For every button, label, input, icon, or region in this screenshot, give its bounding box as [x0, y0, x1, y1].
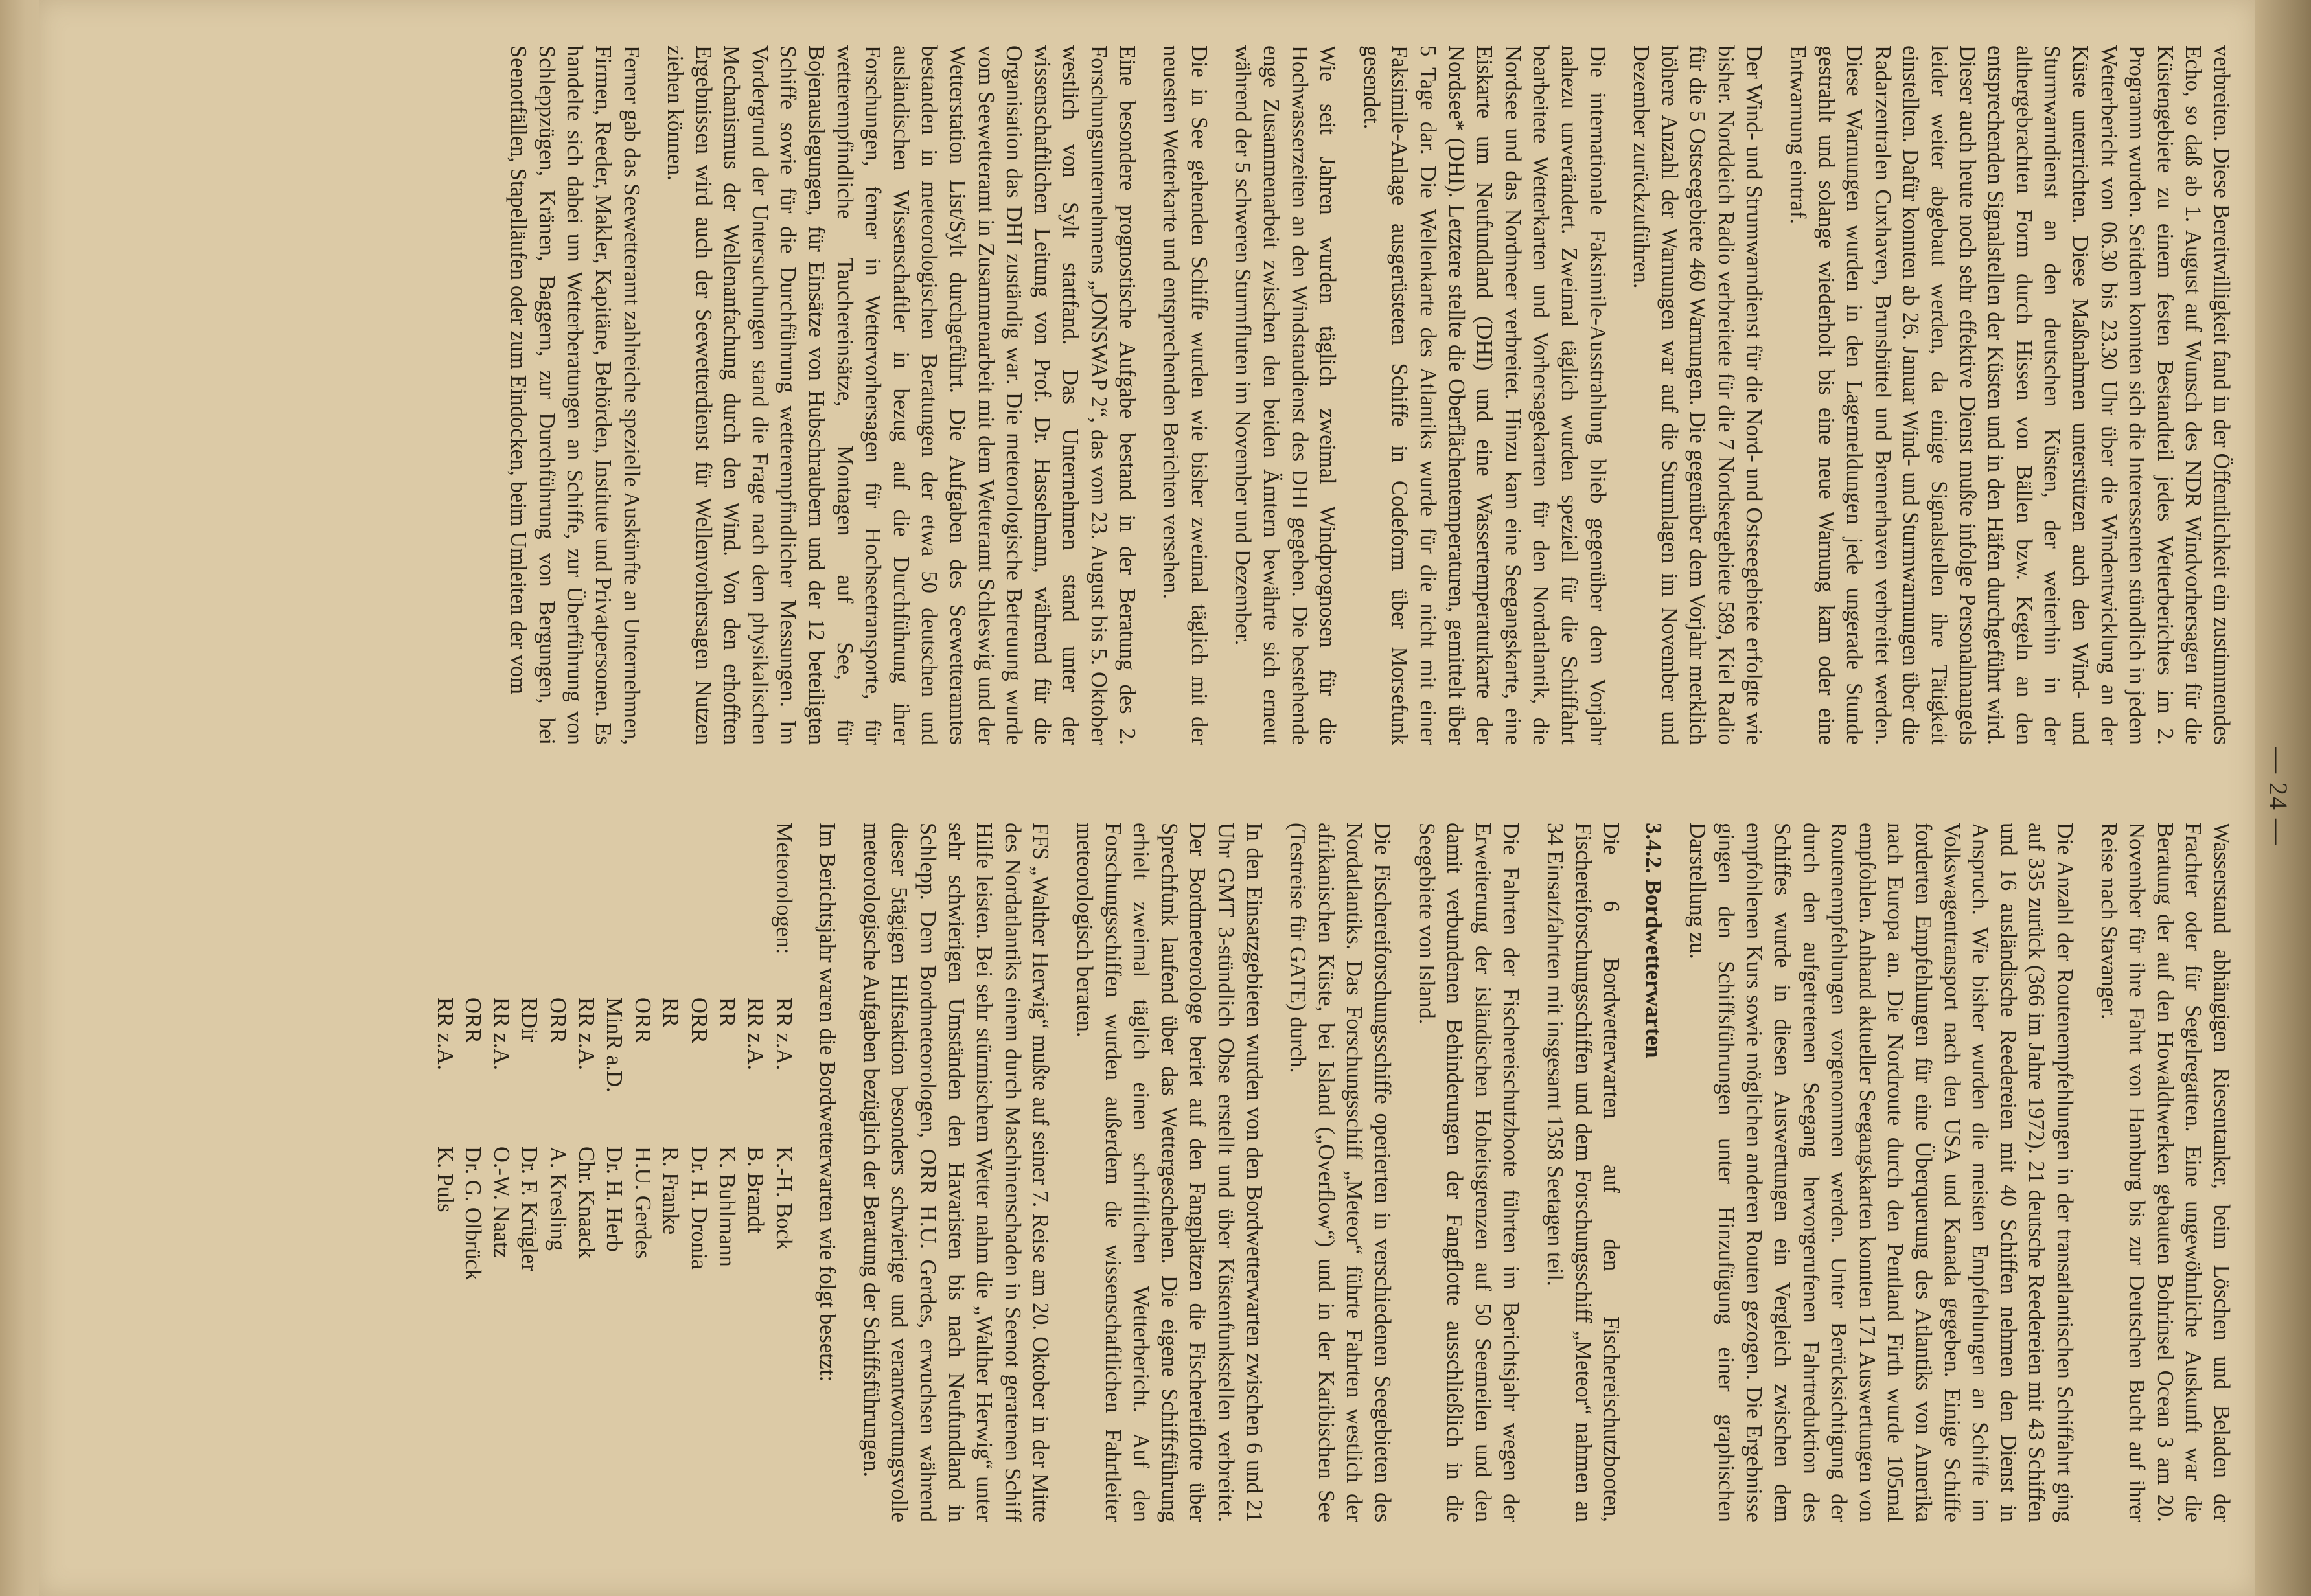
staff-row — [684, 823, 713, 1281]
right-paragraph-2: Die Anzahl der Routenempfehlungen in der transatlantischen Schiffahrt ging auf 335 zurück (366 im Jahre 1972). 21 deutsche Reedereien mit 43 Schiffen und 16 ausländische Reedereien mit 40 Schiffen nehmen den Dienst in Anspruch. Wie bisher wurden die meisten Empfehlungen an Schiffe im Volkswagentransport nach den USA und Kanada gegeben. Einige Schiffe forderten Empfehlungen für eine Überquerung des Atlantiks von Amerika nach Europa an. Die Nordroute durch den Pentland Firth wurde 105mal empfohlen. Anhand aktueller Seegangskarten konnten 171 Auswertungen von Routenempfehlungen vorgenommen werden. Unter Berücksichtigung der durch den aufgetretenen Seegang hervorgerufenen Fahrtreduktion des Schiffes wurde in diesen Auswertungen ein Vergleich zwischen dem empfohlenen Kurs sowie möglichen anderen Routen gezogen. Die Ergebnisse gingen den Schiffsführungen unter Hinzufügung einer graphischen Darstellung zu. — [1685, 823, 2078, 1522]
right-paragraph-6: In den Einsatzgebieten wurden von den Bordwetterwarten zwischen 6 und 21 Uhr GMT 3-stündlich Obse erstellt und über Küstenfunkstellen verbreitet. Der Bordmeteorologe beriet auf den Fangplätzen die Fischereiflotte über Sprechfunk laufend über das Wettergeschehen. Die eigene Schiffsführung erhielt zweimal täglich einen schriftlichen Wetterbericht. Auf den Forschungsschiffen wurden außerdem die wissenschaftlichen Fahrtleiter meteorologisch beraten. — [1072, 823, 1267, 1522]
left-paragraph-2: Der Wind- und Strumwarndienst für die Nord- und Ostseegebiete erfolgte wie bisher. Norddeich Radio verbreitete für die 7 Nordseegebiete 589, Kiel Radio für die 5 Ostseegebiete 460 Warnungen. Die gegenüber dem Vorjahr merklich höhere Anzahl der Warnungen war auf die Sturmlagen im November und Dezember zurückzuführen. — [1629, 45, 1767, 745]
staff-name: K. Puls — [432, 1146, 457, 1213]
staff-label — [713, 823, 741, 998]
staff-name: O.-W. Naatz — [489, 1146, 514, 1259]
left-column — [175, 45, 2235, 745]
right-paragraph-8: Im Berichtsjahr waren die Bordwetterwarten wie folgt besetzt: — [815, 823, 840, 1382]
staff-row — [628, 823, 656, 1281]
staff-rank: ORR — [686, 998, 711, 1043]
staff-label — [459, 823, 487, 998]
rotated-page — [155, 45, 2294, 1548]
staff-label — [430, 823, 459, 998]
staff-row — [769, 823, 798, 1281]
staff-label — [571, 823, 600, 998]
left-paragraph-3: Die internationale Faksimile-Ausstrahlung blieb gegenüber dem Vorjahr nahezu unverändert. Zweimal täglich wurden speziell für die Schiffahrt bearbeitete Wetterkarten und Vorhersagekarten für den Nordatlantik, die Nordsee und das Nordmeer verbreitet. Hinzu kam eine Seegangskarte, eine Eiskarte um Neufundland (DHI) und eine Wassertemperaturkarte der Nordsee* (DHI). Letztere stellte die Oberflächentemperaturen, gemittelt über 5 Tage dar. Die Wellenkarte des Atlantiks wurde für die nicht mit einer Faksimile-Anlage ausgerüsteten Schiffe in Codeform über Morsefunk gesendet. — [1359, 45, 1610, 745]
staff-name: A. Kresling — [545, 1146, 570, 1251]
staff-label: Meteorologen: — [771, 823, 796, 955]
staff-name: Dr. H. Dronia — [686, 1146, 711, 1270]
staff-row — [656, 823, 685, 1281]
staff-label — [741, 823, 770, 998]
staff-table — [430, 823, 798, 1281]
staff-name: Dr. G. Olbrück — [461, 1146, 486, 1281]
staff-label — [487, 823, 515, 998]
section-heading: 3.4.2. Bordwetterwarten — [1640, 823, 1666, 1058]
staff-rank: ORR — [461, 998, 486, 1043]
right-column — [175, 823, 2235, 1522]
staff-name: H.U. Gerdes — [630, 1146, 655, 1259]
staff-name: Dr. F. Krügler — [517, 1146, 542, 1271]
staff-label — [543, 823, 571, 998]
staff-rank: RR z.A. — [573, 998, 599, 1071]
staff-row — [430, 823, 459, 1281]
staff-name: B. Brandt — [743, 1146, 768, 1234]
staff-row — [713, 823, 741, 1281]
left-paragraph-6: Eine besondere prognostische Aufgabe bestand in der Beratung des 2. Forschungsunternehmens „JONSWAP 2“, das vom 23. August bis 5. Oktober westlich von Sylt stattfand. Das Unternehmen stand unter der wissenschaftlichen Leitung von Prof. Dr. Hasselmann, während für die Organisation das DHI zuständig war. Die meteorologische Betreuung wurde vom Seewetteramt in Zusammenarbeit mit dem Wetteramt Schleswig und der Wetterstation List/Sylt durchgeführt. Die Aufgaben des Seewetteramtes bestanden in meteorologischen Beratungen der etwa 50 deutschen und ausländischen Wissenschaftler in bezug auf die Durchführung ihrer Forschungen, ferner in Wettervorhersagen für Hochseetransporte, für wetterempfindliche Tauchereinsätze, Montagen auf See, für Bojenauslegungen, für Einsätze von Hubschraubern und der 12 beteiligten Schiffe sowie für die Durchführung wetterempfindlicher Messungen. Im Vordergrund der Untersuchungen stand die Frage nach dem physikalischen Mechanismus der Wellenanfachung durch den Wind. Von den erhofften Ergebnissen wird auch der Seewetterdienst für Wellenvorhersagen Nutzen ziehen können. — [663, 45, 1140, 745]
staff-rank: MinR a.D. — [602, 998, 627, 1093]
staff-label — [684, 823, 713, 998]
staff-row — [741, 823, 770, 1281]
staff-label — [515, 823, 544, 998]
staff-row — [543, 823, 571, 1281]
staff-row — [459, 823, 487, 1281]
staff-label — [600, 823, 628, 998]
staff-row — [571, 823, 600, 1281]
staff-rank: ORR — [630, 998, 655, 1043]
right-paragraph-7: FFS „Walther Herwig“ mußte auf seiner 7. Reise am 20. Oktober in der Mitte des Nordatlantiks einem durch Maschinenschaden in Seenot geratenen Schiff Hilfe leisten. Bei sehr stürmischem Wetter nahm die „Walther Herwig“ unter sehr schwierigen Umständen den Havaristen bis nach Neufundland in Schlepp. Dem Bordmeteorologen, ORR H.U. Gerdes, erwuchsen während dieser 5tägigen Hilfsaktion besonders schwierige und verantwortungsvolle meteorologische Aufgaben bezüglich der Beratung der Schiffsführungen. — [858, 823, 1053, 1522]
right-paragraph-4: Die Fahrten der Fischereischutzboote führten im Berichtsjahr wegen der Erweiterung der isländischen Hoheitsgrenzen auf 50 Seemeilen und den damit verbundenen Behinderungen der Fangflotte ausschließlich in die Seegebiete von Island. — [1414, 823, 1524, 1522]
right-paragraph-5: Die Fischereiforschungsschiffe operierten in verschiedenen Seegebieten des Nordatlantiks. Das Forschungsschiff „Meteor“ führte Fahrten westlich der afrikanischen Küste, bei Island („Overflow“) und in der Karibischen See (Testreise für GATE) durch. — [1285, 823, 1395, 1522]
staff-rank: RR — [658, 998, 684, 1028]
staff-table-body — [430, 823, 798, 1281]
right-paragraph-3: Die 6 Bordwetterwarten auf den Fischereischutzbooten, Fischereiforschungsschiffen und dem Forschungsschiff „Meteor“ nahmen an 34 Einsatzfahrten mit insgesamt 1358 Seetagen teil. — [1542, 823, 1624, 1522]
staff-label — [656, 823, 685, 998]
staff-name: Chr. Knaack — [573, 1146, 599, 1259]
staff-rank: RR z.A. — [743, 998, 768, 1071]
right-paragraph-1: Wasserstand abhängigen Riesentanker, beim Löschen und Beladen der Frachter oder für Segelregatten. Eine ungewöhnliche Auskunft war die Beratung der auf den Howaldtwerken gebauten Bohrinsel Ocean 3 am 20. November für ihre Fahrt von Hamburg bis zur Deutschen Bucht auf ihrer Reise nach Stavanger. — [2096, 823, 2234, 1522]
staff-rank: RR z.A. — [432, 998, 457, 1071]
paper-sheet — [39, 0, 2293, 1596]
staff-name: K.-H. Bock — [771, 1146, 796, 1251]
staff-rank: RR — [715, 998, 740, 1028]
staff-row — [487, 823, 515, 1281]
page-number: — 24 — — [2264, 747, 2293, 846]
staff-rank: ORR — [545, 998, 570, 1043]
left-paragraph-5: Die in See gehenden Schiffe wurden wie bisher zweimal täglich mit der neuesten Wetterkarte und entsprechenden Berichten versehen. — [1158, 45, 1212, 745]
staff-name: R. Franke — [658, 1146, 684, 1235]
staff-rank: RR z.A. — [771, 998, 796, 1071]
staff-name: Dr. H. Herb — [602, 1146, 627, 1252]
staff-rank: RDir — [517, 998, 542, 1042]
left-paragraph-7: Ferner gab das Seewetteramt zahlreiche spezielle Auskünfte an Unternehmen, Firmen, Reeder, Makler, Kapitäne, Behörden, Institute und Privatpersonen. Es handelte sich dabei um Wetterberatungen an Schiffe, zur Überführung von Schleppzügen, Kränen, Baggern, zur Durchführung von Bergungen, bei Seenotfällen, Stapelläufen oder zum Eindocken, beim Umleiten der vom — [506, 45, 644, 745]
left-paragraph-1: verbreiten. Diese Bereitwilligkeit fand in der Öffentlichkeit ein zustimmendes Echo, so daß ab 1. August auf Wunsch des NDR Windvorhersagen für die Küstengebiete zu einem festen Bestandteil jedes Wetterberichtes im 2. Programm wurden. Seitdem konnten sich die Interessenten stündlich in jedem Wetterbericht von 06.30 bis 23.30 Uhr über die Windentwicklung an der Küste unterrichten. Diese Maßnahmen unterstützen auch den Wind- und Sturmwarndienst an den deutschen Küsten, der weiterhin in der althergebrachten Form durch Hissen von Bällen bzw. Kegeln an den entsprechenden Signalstellen der Küsten und in den Häfen durchgeführt wird. Dieser auch heute noch sehr effektive Dienst mußte infolge Personalmangels leider weiter abgebaut werden, da einige Signalstellen ihre Tätigkeit einstellten. Dafür konnten ab 26. Januar Wind- und Sturmwarnungen über die Radarzentralen Cuxhaven, Brunsbüttel und Bremerhaven verbreitet werden. Diese Warnungen wurden in den Lagemeldungen jede ungerade Stunde gestrahlt und solange wiederholt bis eine neue Warnung kam oder eine Entwarnung eintraf. — [1786, 45, 2234, 745]
left-paragraph-4: Wie seit Jahren wurden täglich zweimal Windprognosen für die Hochwasserzeiten an den Windstaudienst des DHI gegeben. Die bestehende enge Zusammenarbeit zwischen den beiden Ämtern bewährte sich erneut während der 5 schweren Sturmfluten im November und Dezember. — [1230, 45, 1340, 745]
staff-label — [628, 823, 656, 998]
staff-name: K. Buhlmann — [715, 1146, 740, 1267]
staff-row — [515, 823, 544, 1281]
staff-row — [600, 823, 628, 1281]
staff-rank: RR z.A. — [489, 998, 514, 1071]
